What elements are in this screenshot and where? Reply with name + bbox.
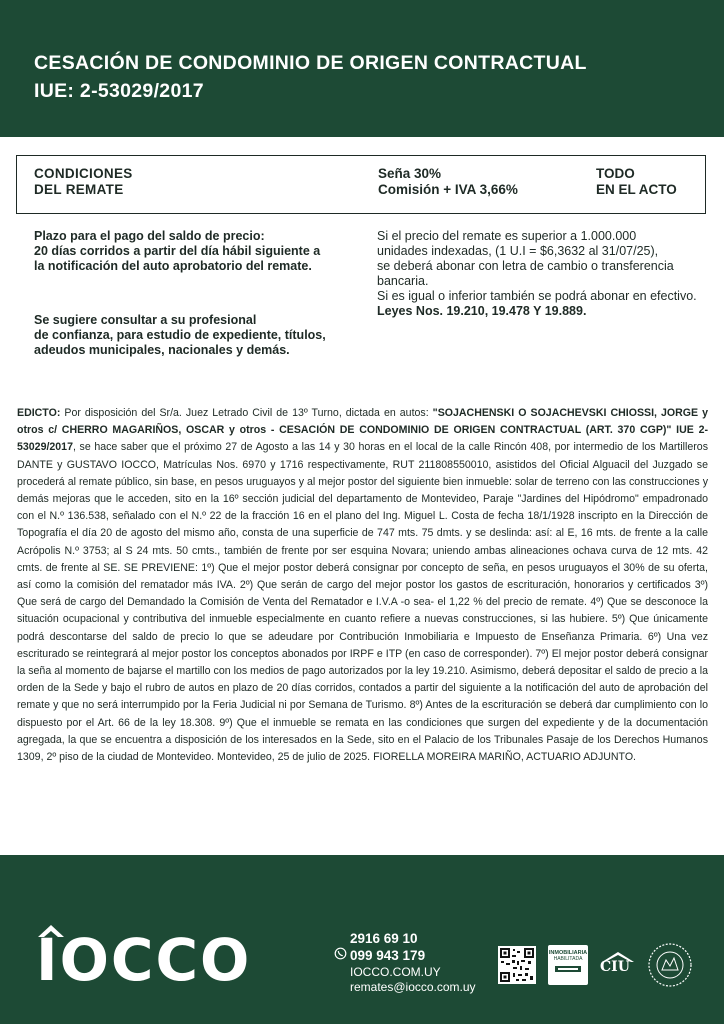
header-banner [0,0,724,137]
badge-line2: HABILITADA [553,956,583,962]
page-title: CESACIÓN DE CONDOMINIO DE ORIGEN CONTRACTUAL [34,52,587,74]
edict-intro: Por disposición del Sr/a. Juez Letrado Civil de 13º Turno, dictada en autos: [60,407,433,419]
inmobiliaria-habilitada-badge [548,945,588,985]
ciu-logo: CIU [600,959,630,975]
phone-landline[interactable]: 2916 69 10 [350,931,418,946]
email-link[interactable]: remates@iocco.com.uy [350,980,476,994]
conditions-label-line2: DEL REMATE [34,182,124,197]
conditions-label-line1: CONDICIONES [34,166,133,181]
edict-case-title: "SOJACHENSKI O SOJACHEVSKI CHIOSSI, JORGE y otros c/ CHERRO MAGARIÑOS, OSCAR y otros - CESACIÓN DE CONDOMINIO DE ORIGEN CONTRACTUAL (ART. 370 CGP)" IUE 2-53029/2017 [17,407,708,454]
payment-term [34,229,354,274]
camara-inmobiliaria-seal-icon [647,942,693,988]
edict-label: EDICTO: [17,407,61,419]
badge-line1: INMOBILIARIA [548,950,588,956]
edict-body: , se hace saber que el próximo 27 de Agosto a las 14 y 30 horas en el local de la calle Rincón 408, por intermedio de los Martilleros DANTE y GUSTAVO IOCCO, Matrículas Nos. 6970 y 1716 respectivamente, RUT 211808550010, asistidos del Oficial Alguacil del Juzgado se procederá al remate público, sin base, en pesos uruguayos y al mejor postor del siguiente bien inmueble: solar de terreno con las construcciones y demás mejoras que le acceden, sito en la 16º sección judicial del departamento de Montevideo, Paraje "Jardines del Hipódromo" empadronado con el N.º 136.538, señalado con el N.º 22 de la fracción 16 en el plano del Ing. Miguel L. Costa de fecha 18/1/1928 inscripto en la Dirección de Topografía el día 20 de agosto del mismo año, consta de una superficie de 747 mts. 75 dmts. y se deslinda: así: al E, 16 mts. de frente a la calle Acrópolis N.º 3753; al S 24 mts. 50 cmts., también de frente por ser esquina Novara; uniendo ambas alineaciones ochava curva de 12 mts. 42 cmts. de frente al SE. SE PREVIENE: 1º) Que el mejor postor deberá consignar por concepto de seña, en pesos uruguayos el 30% de su oferta, así como la comisión del rematador más IVA. 2º) Que serán de cargo del mejor postor los gastos de escrituración, honorarios y certificados 3º) Que será de cargo del Demandado la Comisión de Venta del Rematador e I.V.A -o sea- el 1,22 % del precio de remate. 4º) Que se desconoce la situación ocupacional y contributiva del inmueble especialmente en cuanto refiere a nuevas construcciones, si las hubiere. 5º) Que únicamente podrá descontarse del saldo de precio lo que se adeudare por Contribución Inmobiliaria e Impuesto de Enseñanza Primaria. 6º) Una vez escriturado se reintegrará al mejor postor los conceptos abonados por IRPF e ITP (en caso de corresponder). 7º) El mejor postor deberá consignar la seña al momento de bajarse el martillo con los medios de pago autorizados por la ley 19.210. Asimismo, deberá depositar el saldo de precio a la orden de la Sede y bajo el rubro de autos en plazo de 20 días corridos, contados a partir del siguiente a la notificación del auto de aprobación del remate y que no será interrumpido por la Feria Judicial ni por Semana de Turismo. 8º) Antes de la escrituración se deberá dar cumplimiento con lo dispuesto por el Art. 66 de la ley 18.308. 9º) Que el inmueble se remata en las condiciones que surgen del expediente y de la documentación agregada, la que se encuentra a disposición de los interesados en la Sede, sito en el Palacio de los Tribunales Pasaje de los Derechos Humanos 1309, 2º piso de la ciudad de Montevideo. Montevideo, 25 de julio de 2025. FIORELLA MOREIRA MARIÑO, ACTUARIO ADJUNTO. [17,441,708,764]
payment-methods-line2: unidades indexadas, (1 U.I = $6,3632 al 31/07/25), [377,244,659,258]
conditions-fees [378,166,518,198]
contact-info [334,931,476,995]
payment-term-line2: 20 días corridos a partir del día hábil siguiente a [34,244,321,258]
sena-text: Seña 30% [378,166,442,181]
consult-line2: de confianza, para estudio de expediente, títulos, [34,328,326,342]
laws-reference: Leyes Nos. 19.210, 19.478 Y 19.889. [377,304,587,318]
comision-text: Comisión + IVA 3,66% [378,182,518,197]
todo-text: TODO [596,166,635,181]
phone-whatsapp[interactable] [334,947,476,964]
payment-methods-line3: se deberá abonar con letra de cambio o transferencia [377,259,674,273]
acto-text: EN EL ACTO [596,182,677,197]
footer [0,855,724,1024]
consult-line1: Se sugiere consultar a su profesional [34,313,257,327]
payment-methods-line1: Si el precio del remate es superior a 1.000.000 [377,229,637,243]
consult-advice [34,313,354,358]
badge-emblem-icon [553,963,583,975]
edict-text [17,405,708,766]
conditions-box [16,155,706,214]
payment-methods-line5: Si es igual o inferior también se podrá abonar en efectivo. [377,289,697,303]
payment-term-line1: Plazo para el pago del saldo de precio: [34,229,265,243]
phone-whatsapp-number: 099 943 179 [350,947,426,963]
conditions-label [34,166,133,198]
payment-methods [377,229,712,319]
whatsapp-icon [334,947,347,964]
conditions-when [596,166,677,198]
website-link[interactable]: IOCCO.COM.UY [350,965,441,979]
payment-term-line3: la notificación del auto aprobatorio del remate. [34,259,312,273]
payment-methods-line4: bancaria. [377,274,429,288]
qr-code-icon[interactable] [498,946,536,984]
iocco-logo: IOCCO [36,926,252,994]
case-number: IUE: 2-53029/2017 [34,80,204,102]
consult-line3: adeudos municipales, nacionales y demás. [34,343,290,357]
